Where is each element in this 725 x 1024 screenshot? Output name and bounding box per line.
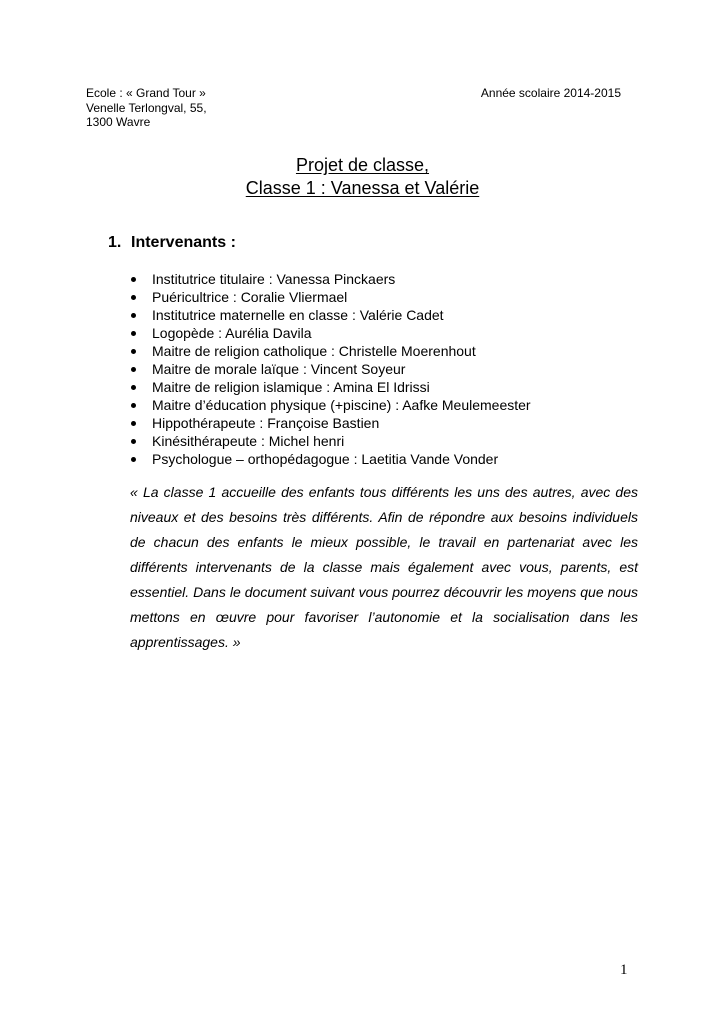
section-title: Intervenants : bbox=[131, 234, 236, 251]
school-address: Venelle Terlongval, 55, bbox=[86, 100, 207, 115]
list-item: Institutrice maternelle en classe : Valérie Cadet bbox=[130, 306, 531, 324]
section-number: 1. bbox=[108, 234, 122, 251]
school-year: Année scolaire 2014-2015 bbox=[480, 86, 621, 100]
intervenants-list bbox=[130, 270, 531, 468]
page-title bbox=[0, 154, 725, 200]
list-item: Hippothérapeute : Françoise Bastien bbox=[130, 414, 531, 432]
title-line-2: Classe 1 : Vanessa et Valérie bbox=[245, 178, 480, 198]
list-item: Institutrice titulaire : Vanessa Pinckaers bbox=[130, 270, 531, 288]
school-city: 1300 Wavre bbox=[86, 115, 151, 129]
list-item: Maitre de morale laïque : Vincent Soyeur bbox=[130, 360, 531, 378]
list-item: Logopède : Aurélia Davila bbox=[130, 324, 531, 342]
list-item: Maitre de religion catholique : Christelle Moerenhout bbox=[130, 342, 531, 360]
page-number: 1 bbox=[620, 962, 628, 978]
document-header bbox=[86, 86, 621, 130]
list-item: Puéricultrice : Coralie Vliermael bbox=[130, 288, 531, 306]
list-item: Psychologue – orthopédagogue : Laetitia Vande Vonder bbox=[130, 450, 531, 468]
list-item: Maitre d’éducation physique (+piscine) : Aafke Meulemeester bbox=[130, 396, 531, 414]
title-line-1: Projet de classe, bbox=[295, 155, 430, 175]
school-name: Ecole : « Grand Tour » bbox=[86, 86, 206, 100]
quote-paragraph: « La classe 1 accueille des enfants tous différents les uns des autres, avec des niveaux et des besoins très différents. Afin de répondre aux besoins individuels de chacun des enfants le mieux possible, le travail en partenariat avec les différents intervenants de la classe mais également avec vous, parents, est essentiel. Dans le document suivant vous pourrez découvrir les moyens que nous mettons en œuvre pour favoriser l’autonomie et la socialisation dans les apprentissages. » bbox=[130, 484, 638, 650]
list-item: Kinésithérapeute : Michel henri bbox=[130, 432, 531, 450]
list-item: Maitre de religion islamique : Amina El Idrissi bbox=[130, 378, 531, 396]
section-heading bbox=[108, 234, 236, 252]
